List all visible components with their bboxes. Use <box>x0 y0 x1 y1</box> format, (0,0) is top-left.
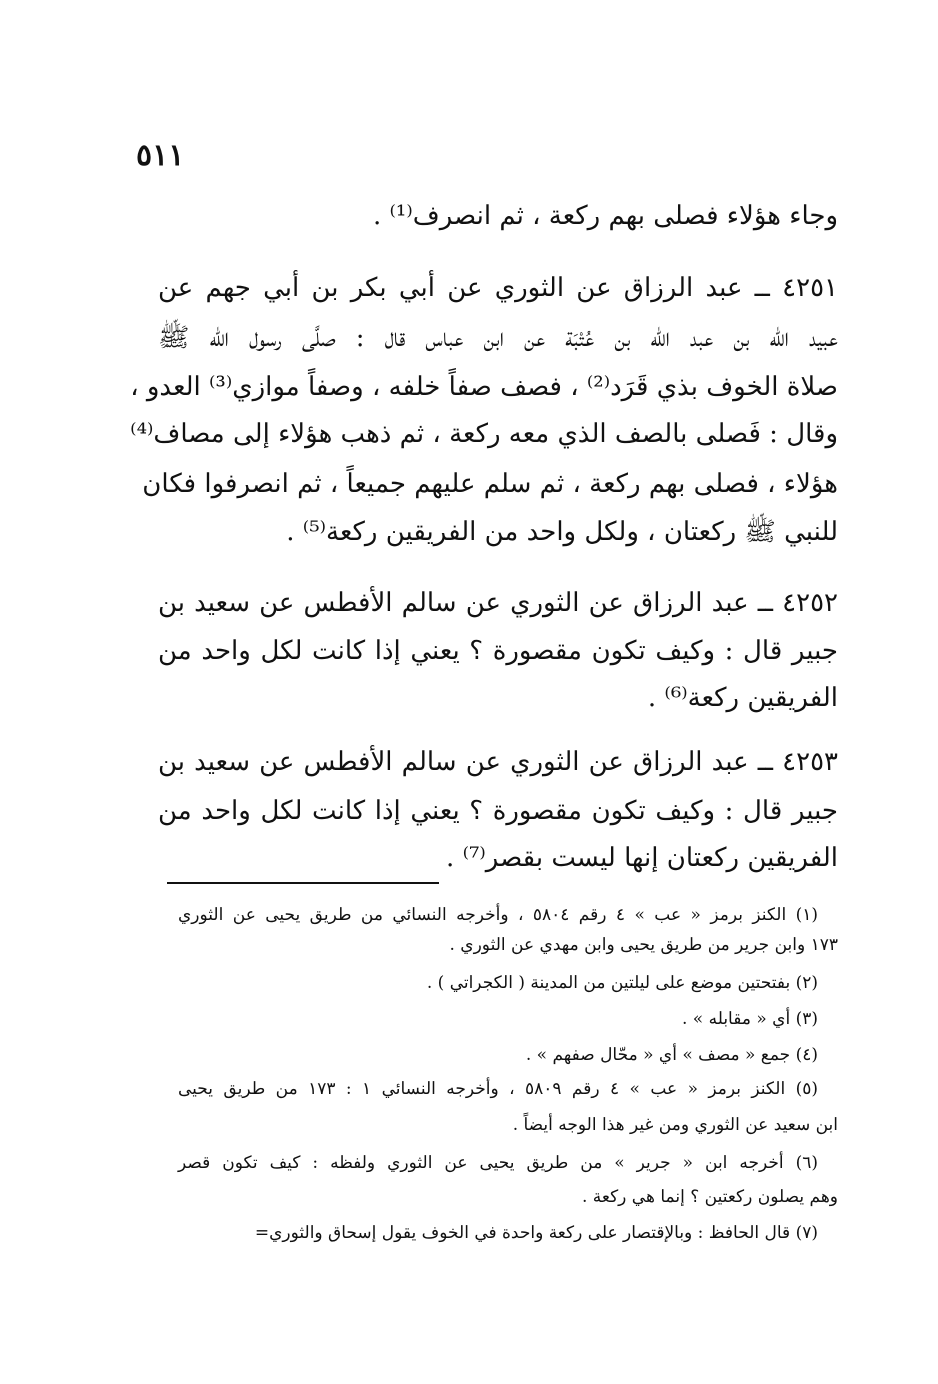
footnote-line: (٧) قال الحافظ : وبالإقتصار على ركعة واحدة في الخوف يقول إسحاق والثوري= <box>254 1223 818 1243</box>
footnote-line: (٥) الكنز برمز « عب » ٤ رقم ٥٨٠٩ ، وأخرجه النسائي ١ : ١٧٣ من طريق يحيى <box>178 1079 819 1099</box>
hadith-4252-line: ٤٢٥٢ ــ عبد الرزاق عن الثوري عن سالم الأفطس عن سعيد بن <box>158 588 838 618</box>
hadith-4251-line: هؤلاء ، فصلى بهم ركعة ، ثم سلم عليهم جميعاً ، ثم انصرفوا فكان <box>142 469 838 499</box>
hadith-4253-line: ٤٢٥٣ ــ عبد الرزاق عن الثوري عن سالم الأفطس عن سعيد بن <box>158 747 838 777</box>
footnote-line: ١٧٣ وابن جرير من طريق يحيى وابن مهدي عن الثوري . <box>449 935 838 955</box>
page-number: ٥١١ <box>136 138 185 173</box>
footnote-line: (٤) جمع « مصف » أي « محّال صفهم » . <box>525 1045 818 1065</box>
hadith-4252-line: الفريقين ركعة⁽⁶⁾ . <box>647 683 838 713</box>
hadith-4251-line: صلاة الخوف بذي قَرَد⁽²⁾ ، فصف صفاً خلفه ، وصفاً موازي⁽³⁾ العدو ، <box>130 372 838 402</box>
hadith-4251-line: عبيد الله بن عبد الله بن عُتْبَة عن ابن عباس قال : صلَّى رسول الله ﷺ <box>158 323 838 353</box>
footnote-line: (٦) أخرجه ابن « جرير » من طريق يحيى عن الثوري ولفظه : كيف تكون قصر <box>178 1153 818 1173</box>
footnote-line: (١) الكنز برمز « عب » ٤ رقم ٥٨٠٤ ، وأخرجه النسائي من طريق يحيى عن الثوري <box>178 905 818 925</box>
footnote-separator <box>167 882 439 884</box>
hadith-4251-line: وقال : فَصلى بالصف الذي معه ركعة ، ثم ذهب هؤلاء إلى مصاف⁽⁴⁾ <box>130 419 838 449</box>
footnote-line: (٢) بفتحتين موضع على ليلتين من المدينة ( الكجراتي ) . <box>426 973 818 993</box>
footnote-line: وهم يصلون ركعتين ؟ إنما هي ركعة . <box>581 1187 838 1207</box>
text-line: وجاء هؤلاء فصلى بهم ركعة ، ثم انصرف⁽¹⁾ . <box>373 201 838 231</box>
hadith-4251-line: ٤٢٥١ ــ عبد الرزاق عن الثوري عن أبي بكر بن أبي جهم عن <box>158 273 838 303</box>
footnote-line: (٣) أي « مقابله » . <box>681 1009 818 1029</box>
hadith-4252-line: جبير قال : وكيف تكون مقصورة ؟ يعني إذا كانت لكل واحد من <box>158 636 838 666</box>
hadith-4253-line: جبير قال : وكيف تكون مقصورة ؟ يعني إذا كانت لكل واحد من <box>158 796 838 826</box>
hadith-4253-line: الفريقين ركعتان إنها ليست بقصر⁽⁷⁾ . <box>446 843 838 873</box>
footnote-line: ابن سعيد عن الثوري ومن غير هذا الوجه أيضاً . <box>512 1115 838 1135</box>
hadith-4251-line: للنبي ﷺ ركعتان ، ولكل واحد من الفريقين ركعة⁽⁵⁾ . <box>286 517 838 547</box>
